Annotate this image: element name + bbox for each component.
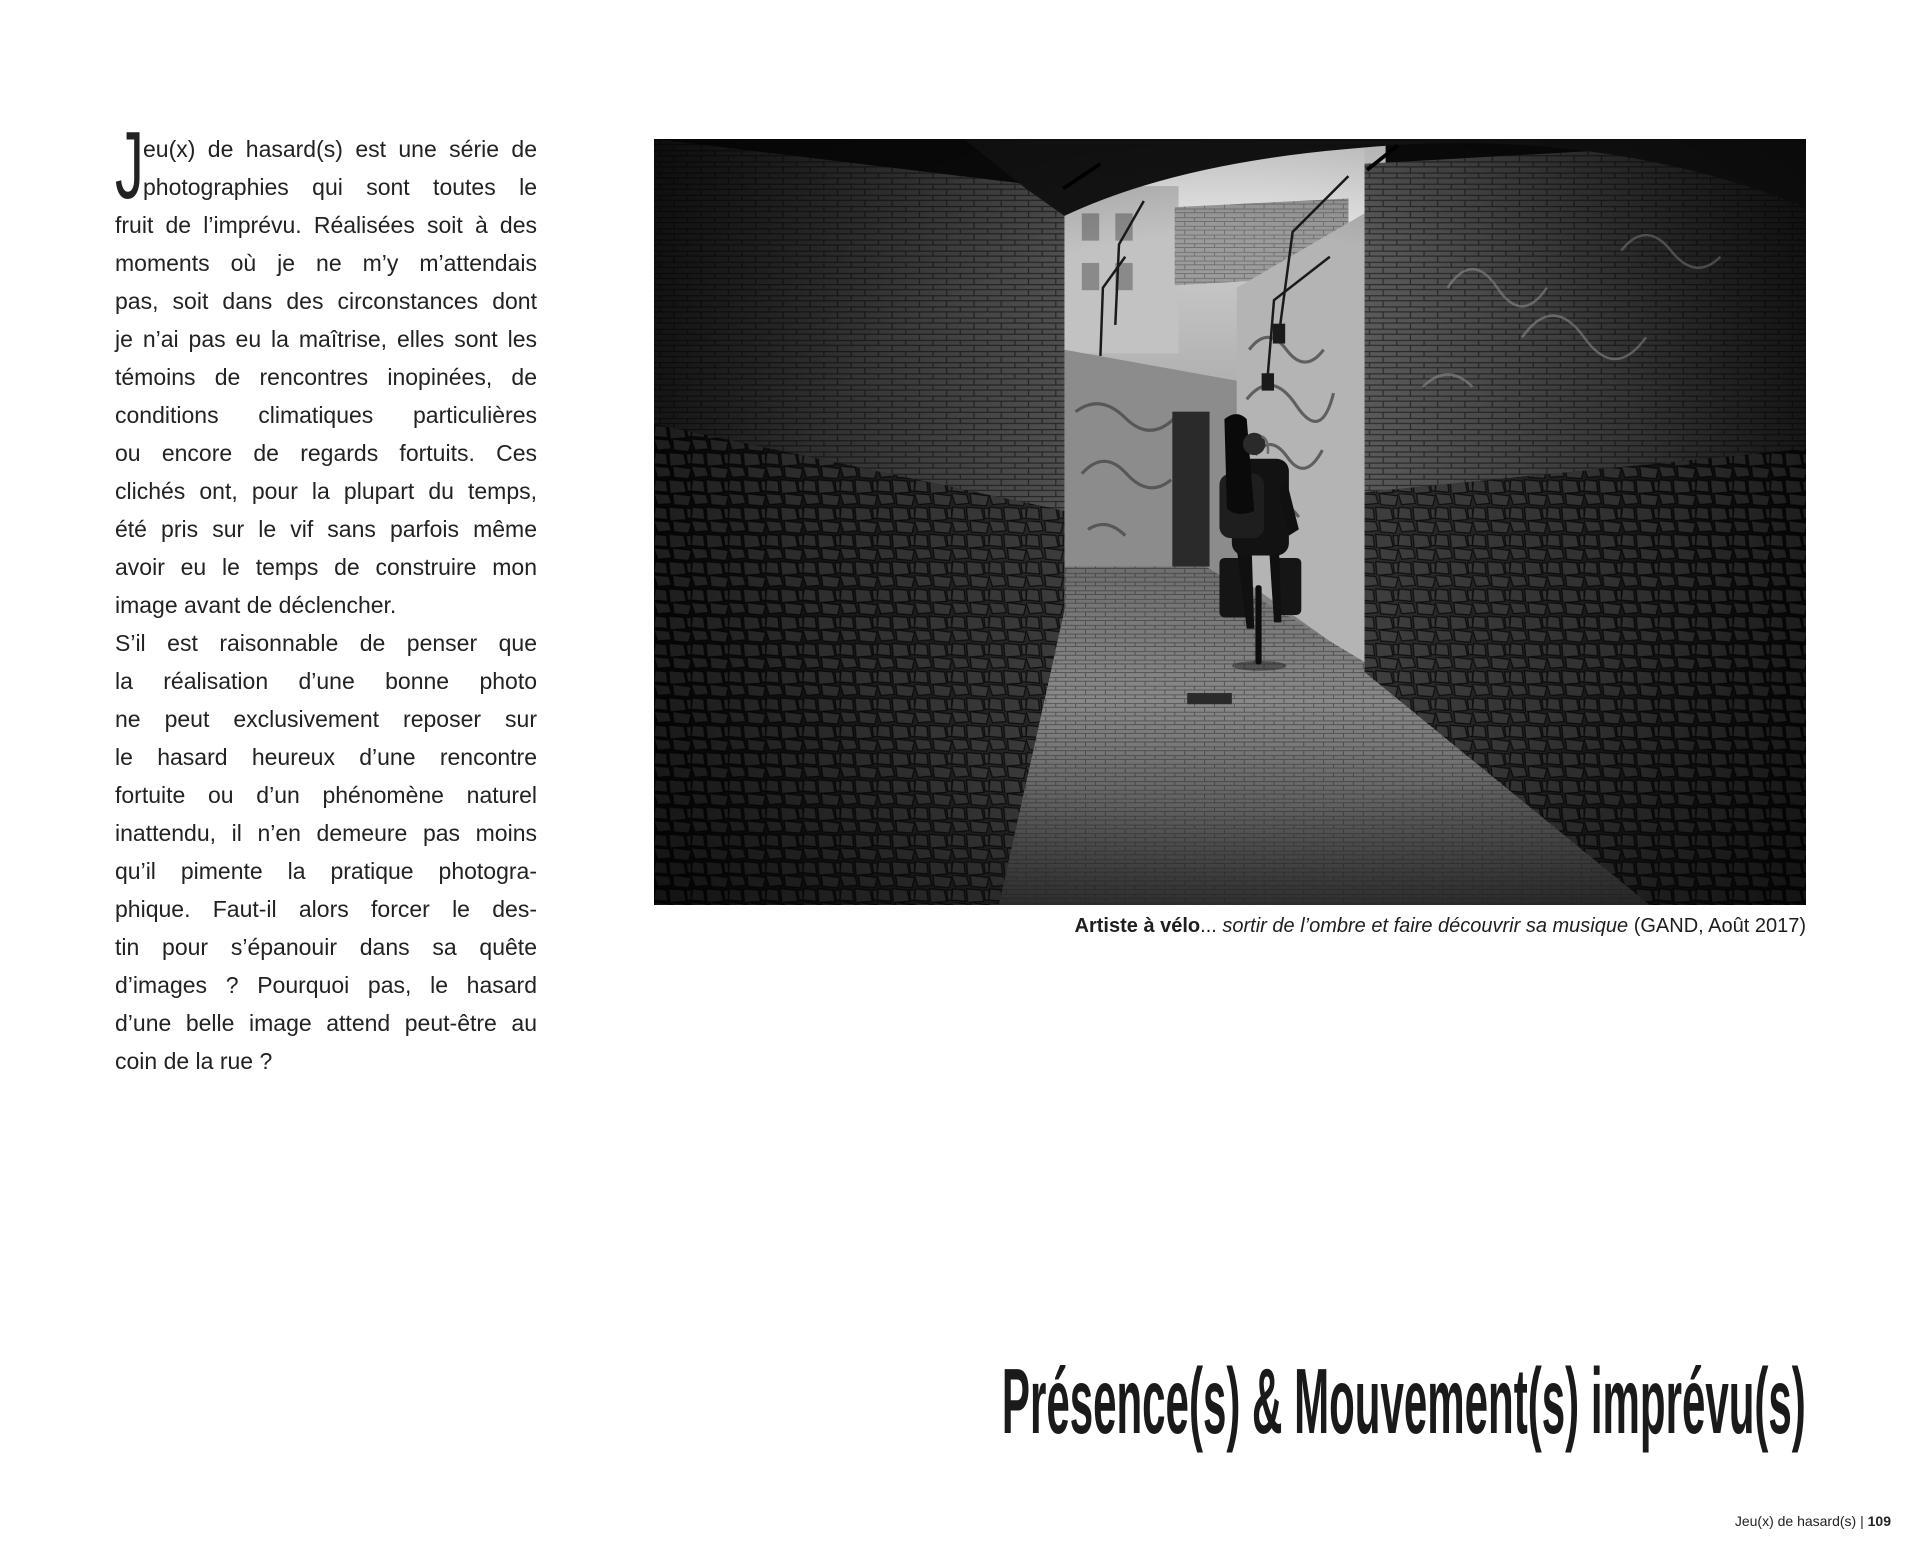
text-line: ne peut exclusivement reposer sur <box>115 706 537 732</box>
text-line: d’images ? Pourquoi pas, le hasard <box>115 972 537 998</box>
text-line: clichés ont, pour la plupart du temps, <box>115 478 537 504</box>
caption-quote: sortir de l’ombre et faire découvrir sa musique <box>1222 915 1629 937</box>
text-line: le hasard heureux d’une rencontre <box>115 744 537 770</box>
text-line: ou encore de regards fortuits. Ces <box>115 440 537 466</box>
text-line: qu’il pimente la pratique photogra- <box>115 858 537 884</box>
text-line: fruit de l’imprévu. Réalisées soit à des <box>115 212 537 238</box>
text-line: phique. Faut-il alors forcer le des- <box>115 896 537 922</box>
footer-separator: | <box>1860 1513 1864 1529</box>
text-line: témoins de rencontres inopinées, de <box>115 364 537 390</box>
page-number: 109 <box>1867 1513 1891 1529</box>
text-line: la réalisation d’une bonne photo <box>115 668 537 694</box>
text-line: conditions climatiques particulières <box>115 402 537 428</box>
text-line: tin pour s’épanouir dans sa quête <box>115 934 537 960</box>
page-footer <box>1735 1512 1891 1530</box>
text-line: avoir eu le temps de construire mon <box>115 554 537 580</box>
caption-ellipsis: ... <box>1200 915 1217 937</box>
text-line: eu(x) de hasard(s) est une série de <box>143 136 537 162</box>
caption-credit: (GAND, Août 2017) <box>1633 915 1806 937</box>
body-paragraph <box>115 624 537 1080</box>
photo-caption <box>1075 914 1806 938</box>
text-line: inattendu, il n’en demeure pas moins <box>115 820 537 846</box>
text-line: été pris sur le vif sans parfois même <box>115 516 537 542</box>
body-text <box>115 112 537 1080</box>
text-line: d’une belle image attend peut-être au <box>115 1010 537 1036</box>
text-line: coin de la rue ? <box>115 1048 273 1074</box>
text-line: image avant de déclencher. <box>115 592 397 618</box>
photo <box>654 139 1806 905</box>
drop-cap: J <box>115 112 144 219</box>
running-title: Jeu(x) de hasard(s) <box>1734 1513 1857 1529</box>
caption-title: Artiste à vélo <box>1074 915 1201 937</box>
text-line: pas, soit dans des circonstances dont <box>115 288 537 314</box>
text-line: je n’ai pas eu la maîtrise, elles sont les <box>115 326 537 352</box>
body-paragraph <box>115 130 537 624</box>
text-line: moments où je ne m’y m’attendais <box>115 250 537 276</box>
section-title: Présence(s) & Mouvement(s) imprévu(s) <box>1002 1349 1806 1453</box>
text-line: fortuite ou d’un phénomène naturel <box>115 782 537 808</box>
text-line: photographies qui sont toutes le <box>143 174 537 200</box>
text-line: S’il est raisonnable de penser que <box>115 630 537 656</box>
